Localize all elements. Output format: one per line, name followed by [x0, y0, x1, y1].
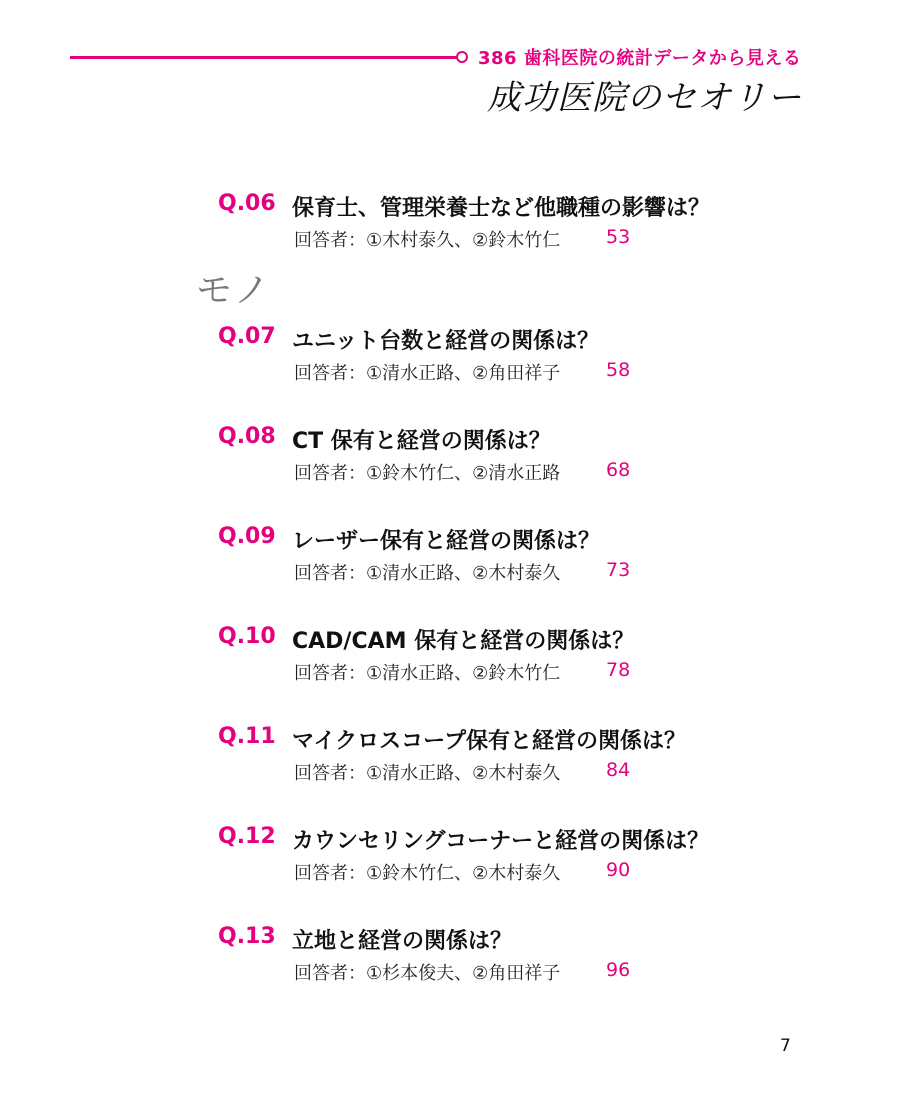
question-number: Q.13 — [218, 924, 276, 949]
toc-entry-q13[interactable] — [218, 924, 818, 988]
question-number: Q.10 — [218, 624, 276, 649]
page-ref: 96 — [606, 959, 631, 981]
page-ref: 73 — [606, 559, 631, 581]
page-number: 7 — [780, 1036, 791, 1056]
toc-entry-q08[interactable] — [218, 424, 818, 488]
header-subtitle: 386 歯科医院の統計データから見える — [478, 48, 802, 69]
question-number: Q.09 — [218, 524, 276, 549]
toc-entry-q06[interactable] — [218, 191, 818, 255]
respondents: 回答者：①清水正路、②木村泰久 — [294, 563, 561, 584]
page-ref: 90 — [606, 859, 631, 881]
respondents: 回答者：①清水正路、②鈴木竹仁 — [294, 663, 561, 684]
section-heading: モノ — [196, 270, 272, 311]
page-ref: 84 — [606, 759, 631, 781]
question-number: Q.12 — [218, 824, 276, 849]
question-text: CAD/CAM 保有と経営の関係は？ — [292, 629, 635, 654]
question-text: マイクロスコープ保有と経営の関係は？ — [292, 729, 687, 754]
respondents: 回答者：①清水正路、②木村泰久 — [294, 763, 561, 784]
toc-entry-q12[interactable] — [218, 824, 818, 888]
question-text: 立地と経営の関係は？ — [292, 929, 513, 954]
question-number: Q.08 — [218, 424, 276, 449]
toc-entry-q09[interactable] — [218, 524, 818, 588]
respondents: 回答者：①木村泰久、②鈴木竹仁 — [294, 230, 561, 251]
toc-entry-q10[interactable] — [218, 624, 818, 688]
question-text: ユニット台数と経営の関係は？ — [292, 329, 600, 354]
respondents: 回答者：①鈴木竹仁、②清水正路 — [294, 463, 561, 484]
respondents: 回答者：①鈴木竹仁、②木村泰久 — [294, 863, 561, 884]
question-number: Q.06 — [218, 191, 276, 216]
question-number: Q.07 — [218, 324, 276, 349]
page-ref: 68 — [606, 459, 631, 481]
question-number: Q.11 — [218, 724, 276, 749]
question-text: カウンセリングコーナーと経営の関係は？ — [292, 829, 710, 854]
header-title: 成功医院のセオリー — [487, 78, 802, 118]
page-ref: 58 — [606, 359, 631, 381]
toc-entry-q11[interactable] — [218, 724, 818, 788]
question-text: CT 保有と経営の関係は？ — [292, 429, 551, 454]
question-text: レーザー保有と経営の関係は？ — [292, 529, 601, 554]
header-rule-dot — [456, 51, 468, 63]
page-ref: 53 — [606, 226, 631, 248]
page-ref: 78 — [606, 659, 631, 681]
question-text: 保育士、管理栄養士など他職種の影響は？ — [292, 196, 711, 221]
header-rule — [70, 56, 458, 59]
toc-entry-q07[interactable] — [218, 324, 818, 388]
respondents: 回答者：①杉本俊夫、②角田祥子 — [294, 963, 561, 984]
respondents: 回答者：①清水正路、②角田祥子 — [294, 363, 561, 384]
